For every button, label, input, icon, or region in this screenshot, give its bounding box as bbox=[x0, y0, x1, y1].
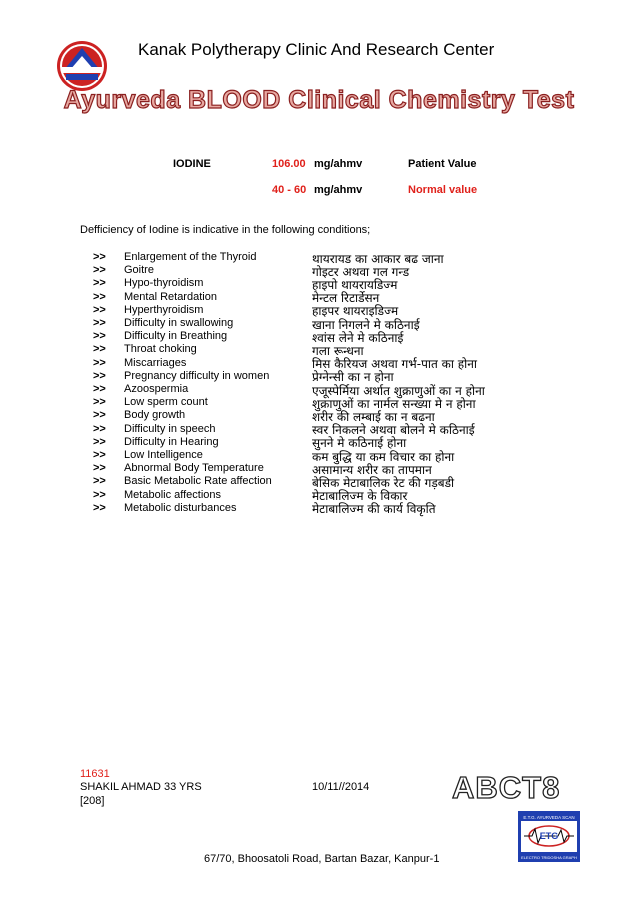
condition-hindi: श्वांस लेने मे कठिनाई bbox=[312, 330, 404, 345]
condition-hindi: थायरायड का आकार बढ जाना bbox=[312, 251, 444, 266]
patient-unit: mg/ahmv bbox=[314, 158, 363, 170]
condition-english: Miscarriages bbox=[124, 356, 187, 369]
condition-bullet: >> bbox=[93, 435, 106, 448]
condition-hindi: कम बुद्धि या कम विचार का होना bbox=[312, 449, 455, 464]
svg-text:ELECTRO TRIDOSHA GRAPH: ELECTRO TRIDOSHA GRAPH bbox=[521, 855, 577, 860]
test-code: ABCT8 bbox=[452, 770, 561, 805]
condition-hindi: एजूस्पेर्मिया अर्थात शुक्राणुओं का न होना bbox=[312, 383, 485, 398]
condition-bullet: >> bbox=[93, 501, 106, 514]
clinic-logo bbox=[56, 40, 108, 92]
condition-english: Low Intelligence bbox=[124, 449, 203, 461]
svg-text:ETG: ETG bbox=[539, 831, 559, 841]
report-title: Ayurveda BLOOD Clinical Chemistry Test bbox=[63, 86, 575, 114]
condition-bullet: >> bbox=[93, 251, 106, 263]
condition-bullet: >> bbox=[93, 264, 106, 277]
intro-text: Defficiency of Iodine is indicative in the following conditions; bbox=[80, 224, 371, 236]
patient-value-label: Patient Value bbox=[408, 158, 477, 170]
condition-hindi: मेटाबालिज्म की कार्य विकृति bbox=[312, 502, 436, 517]
condition-bullet: >> bbox=[93, 409, 106, 422]
condition-english: Low sperm count bbox=[124, 396, 208, 409]
condition-hindi: शरीर की लम्बाई का न बढना bbox=[312, 409, 435, 424]
condition-hindi: मेन्टल रिटार्डेसन bbox=[312, 291, 380, 306]
condition-bullet: >> bbox=[93, 475, 106, 488]
condition-english: Mental Retardation bbox=[124, 290, 217, 303]
condition-bullet: >> bbox=[93, 277, 106, 290]
condition-hindi: सुनने मे कठिनाई होना bbox=[312, 436, 407, 451]
condition-english: Hypo-thyroidism bbox=[124, 277, 204, 290]
condition-bullet: >> bbox=[93, 396, 106, 409]
condition-english: Goitre bbox=[124, 264, 154, 277]
condition-english: Azoospermia bbox=[124, 383, 189, 395]
condition-english: Difficulty in Hearing bbox=[124, 435, 219, 448]
patient-value: 106.00 bbox=[272, 158, 306, 170]
condition-english: Pregnancy difficulty in women bbox=[124, 369, 270, 382]
reference-number: [208] bbox=[80, 795, 105, 807]
svg-text:E.T.G. AYURVEDA SCAN: E.T.G. AYURVEDA SCAN bbox=[523, 815, 575, 820]
test-name: IODINE bbox=[173, 158, 211, 170]
condition-hindi: प्रेग्नेन्सी का न होना bbox=[312, 370, 394, 385]
condition-english: Hyperthyroidism bbox=[124, 303, 204, 316]
condition-bullet: >> bbox=[93, 290, 106, 303]
condition-bullet: >> bbox=[93, 330, 106, 343]
condition-hindi: मिस कैरियज अथवा गर्भ-पात का होना bbox=[312, 357, 478, 372]
condition-bullet: >> bbox=[93, 449, 106, 461]
clinic-address: 67/70, Bhoosatoli Road, Bartan Bazar, Kanpur-1 bbox=[204, 853, 440, 865]
condition-english: Abnormal Body Temperature bbox=[124, 462, 264, 475]
condition-hindi: हाइपर थायराइडिज्म bbox=[312, 304, 399, 319]
etg-badge-logo bbox=[518, 811, 580, 862]
normal-range: 40 - 60 bbox=[272, 184, 307, 196]
condition-bullet: >> bbox=[93, 303, 106, 316]
condition-english: Difficulty in speech bbox=[124, 422, 216, 435]
condition-bullet: >> bbox=[93, 317, 106, 329]
report-id: 11631 bbox=[80, 768, 110, 780]
condition-bullet: >> bbox=[93, 462, 106, 475]
condition-hindi: गोइटर अथवा गल गन्ड bbox=[312, 264, 410, 279]
condition-hindi: खाना निगलने मे कठिनाई bbox=[312, 317, 420, 332]
condition-bullet: >> bbox=[93, 383, 106, 395]
condition-english: Throat choking bbox=[124, 343, 197, 356]
condition-bullet: >> bbox=[93, 422, 106, 435]
clinic-name: Kanak Polytherapy Clinic And Research Center bbox=[138, 40, 495, 59]
condition-english: Metabolic disturbances bbox=[124, 501, 237, 514]
condition-english: Difficulty in swallowing bbox=[124, 317, 234, 329]
normal-value-label: Normal value bbox=[408, 184, 478, 196]
condition-hindi: गला रून्धना bbox=[312, 343, 364, 358]
condition-english: Body growth bbox=[124, 409, 186, 422]
condition-bullet: >> bbox=[93, 356, 106, 369]
condition-hindi: बेसिक मेटाबालिक रेट की गड़बडी bbox=[312, 475, 455, 490]
condition-english: Basic Metabolic Rate affection bbox=[124, 475, 272, 488]
patient-info: SHAKIL AHMAD 33 YRS bbox=[80, 781, 202, 793]
condition-hindi: शुक्राणुओं का नार्मल सन्ख्या मे न होना bbox=[312, 396, 476, 411]
normal-unit: mg/ahmv bbox=[314, 184, 363, 196]
condition-english: Metabolic affections bbox=[124, 488, 222, 501]
condition-bullet: >> bbox=[93, 488, 106, 501]
report-date: 10/11//2014 bbox=[312, 781, 370, 793]
condition-hindi: असामान्य शरीर का तापमान bbox=[312, 462, 432, 477]
condition-hindi: मेटाबालिज्म के विकार bbox=[312, 489, 408, 504]
condition-hindi: स्वर निकलने अथवा बोलने मे कठिनाई bbox=[312, 423, 475, 438]
condition-hindi: हाइपो थायरायडिज्म bbox=[312, 277, 398, 292]
condition-bullet: >> bbox=[93, 369, 106, 382]
condition-english: Enlargement of the Thyroid bbox=[124, 251, 257, 263]
condition-bullet: >> bbox=[93, 343, 106, 356]
condition-english: Difficulty in Breathing bbox=[124, 330, 228, 343]
